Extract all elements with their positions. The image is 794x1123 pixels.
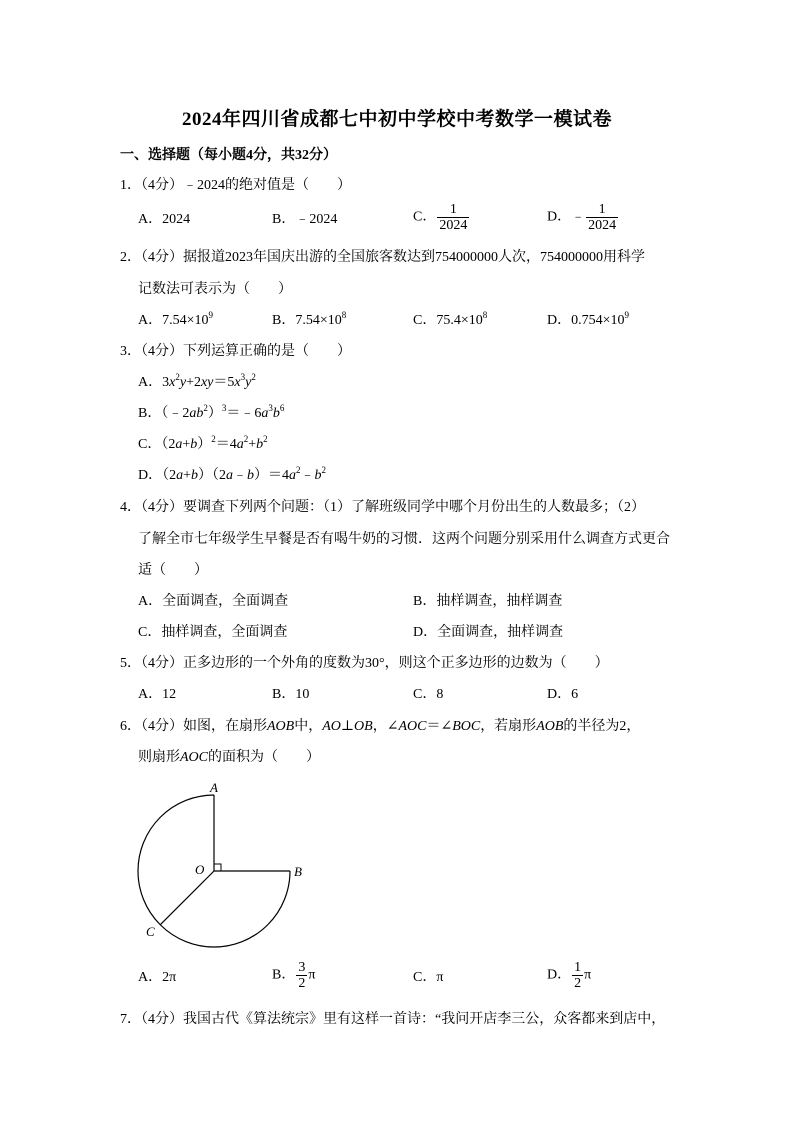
q5-option-a: A．12 — [138, 687, 177, 702]
q6-option-d: D． $\frac{1}{2}$ π — [547, 960, 592, 991]
q5-option-b: B．10 — [272, 687, 310, 702]
q6-stem-line1: 6．（4分）如图，在扇形AOB中，AO⊥OB，∠AOC＝∠BOC，若扇形AOB的半径为2， — [120, 719, 641, 734]
sector-figure — [130, 776, 320, 951]
q7-stem: 7．（4分）我国古代《算法统宗》里有这样一首诗：“我问开店李三公，众客都来到店中， — [120, 1012, 666, 1027]
q4-stem-line2: 了解全市七年级学生早餐是否有喝牛奶的习惯．这两个问题分别采用什么调查方式更合 — [138, 532, 670, 547]
label-b: B — [294, 864, 302, 879]
q1-stem: 1．（4分）﹣2024的绝对值是（ ） — [120, 178, 351, 193]
q4-stem-line3: 适（ ） — [138, 563, 208, 578]
q5-option-d: D．6 — [547, 687, 579, 702]
q4-option-c: C．抽样调查，全面调查 — [138, 625, 288, 640]
section-heading: 一、选择题（每小题4分，共32分） — [120, 148, 337, 163]
q3-option-b: B．$(﹣2ab^2)^3=﹣6a^3b^6$ — [138, 403, 285, 421]
q3-option-a: A．$3x^2y+2xy=5x^3y^2$ — [138, 372, 256, 390]
q1-option-b: B．﹣2024 — [272, 212, 338, 227]
q2-stem-line2: 记数法可表示为（ ） — [138, 282, 292, 297]
q2-option-a: A．$7.54\times 10^9$ — [138, 310, 214, 328]
q5-stem: 5．（4分）正多边形的一个外角的度数为30°，则这个正多边形的边数为（ ） — [120, 656, 609, 671]
label-c: C — [146, 924, 155, 939]
q3-option-d: D．$(2a+b)(2a﹣b)=4a^2﹣b^2$ — [138, 465, 327, 483]
q1-option-a: A．2024 — [138, 212, 191, 227]
q6-stem-line2: 则扇形AOC的面积为（ ） — [138, 750, 320, 765]
q4-stem-line1: 4．（4分）要调查下列两个问题：（1）了解班级同学中哪个月份出生的人数最多；（2） — [120, 500, 645, 515]
q6-option-c: C．π — [413, 970, 444, 985]
q3-stem: 3．（4分）下列运算正确的是（ ） — [120, 344, 351, 359]
right-angle-mark — [214, 864, 221, 871]
q6-option-b: B． $\frac{3}{2}$ π — [272, 960, 316, 991]
q5-option-c: C．8 — [413, 687, 444, 702]
q6-option-a: A．2π — [138, 970, 177, 985]
q4-option-a: A．全面调查，全面调查 — [138, 594, 289, 609]
q2-option-c: C．$75.4\times 10^8$ — [413, 310, 488, 328]
label-o: O — [195, 862, 205, 877]
radius-oc — [160, 871, 214, 925]
q2-stem-line1: 2．（4分）据报道2023年国庆出游的全国旅客数达到754000000人次，754000000用科学 — [120, 250, 645, 265]
q4-option-b: B．抽样调查，抽样调查 — [413, 594, 563, 609]
q3-option-c: C．$(2a+b)^2=4a^2+b^2$ — [138, 434, 268, 452]
page-title: 2024年四川省成都七中初中学校中考数学一模试卷 — [181, 109, 612, 130]
q1-option-d: D．﹣ $\frac{1}{2024}$ — [547, 202, 617, 233]
q1-option-c: C． $\frac{1}{2024}$ — [413, 202, 468, 233]
q4-option-d: D．全面调查，抽样调查 — [413, 625, 564, 640]
q2-option-d: D．$0.754\times 10^9$ — [547, 310, 630, 328]
label-a: A — [210, 780, 218, 795]
q2-option-b: B．$7.54\times 10^8$ — [272, 310, 347, 328]
